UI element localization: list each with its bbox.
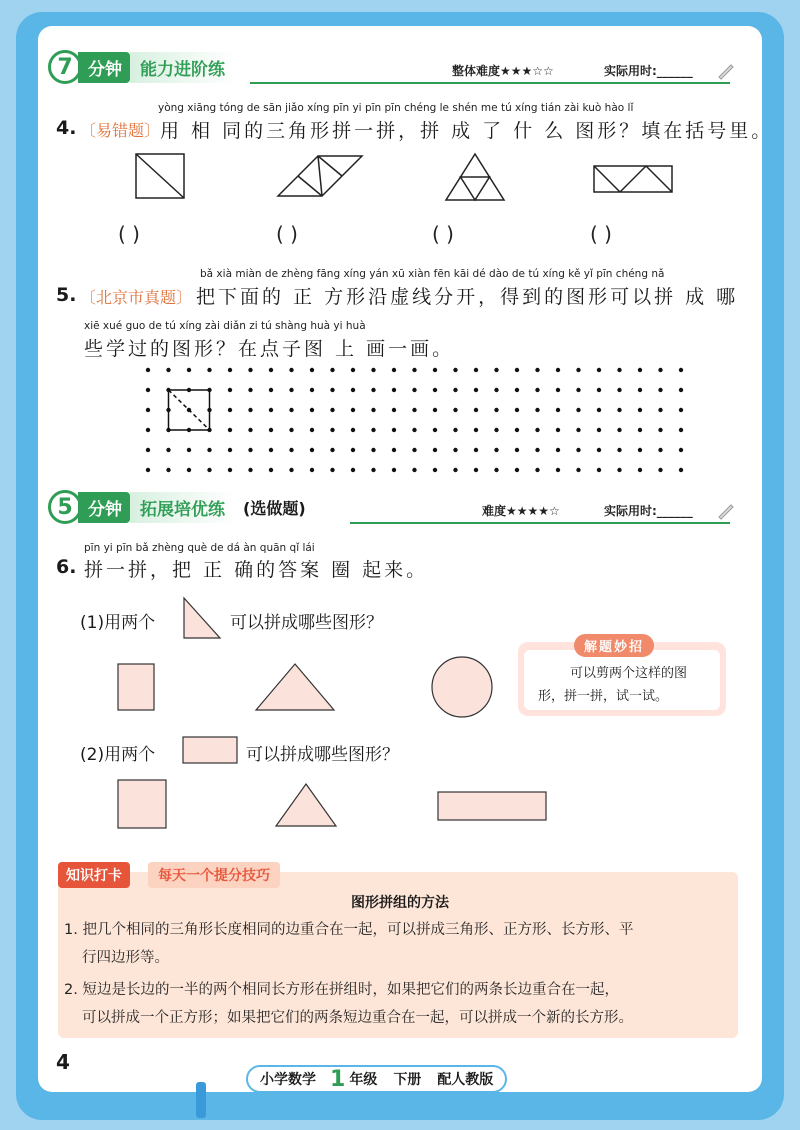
grid-dot — [638, 388, 642, 392]
grid-dot — [248, 448, 252, 452]
grid-dot — [658, 408, 662, 412]
grid-dot — [597, 388, 601, 392]
footer-badge — [246, 1065, 507, 1093]
grid-dot — [679, 428, 683, 432]
grid-dot — [392, 428, 396, 432]
grid-dot — [330, 388, 334, 392]
grid-dot — [371, 428, 375, 432]
grid-dot — [576, 468, 580, 472]
grid-dot — [597, 428, 601, 432]
section-title: 能力进阶练 — [130, 52, 235, 83]
q4-figure-parallelogram — [272, 152, 368, 202]
grid-dot — [433, 428, 437, 432]
grid-dot — [515, 428, 519, 432]
grid-dot — [228, 368, 232, 372]
grid-dot — [392, 468, 396, 472]
grid-dot — [679, 368, 683, 372]
q4-answer-blank-1[interactable]: ( ) — [118, 222, 140, 246]
grid-dot — [269, 368, 273, 372]
grid-dot — [658, 428, 662, 432]
grid-dot — [146, 408, 150, 412]
option-triangle-1[interactable] — [250, 660, 340, 714]
q4-answer-blank-2[interactable]: ( ) — [276, 222, 298, 246]
grid-dot — [494, 448, 498, 452]
grid-dot — [515, 408, 519, 412]
grid-dot — [556, 428, 560, 432]
q4-answer-blank-4[interactable]: ( ) — [590, 222, 612, 246]
knowledge-item-1-line-1: 1. 把几个相同的三角形长度相同的边重合在一起，可以拼成三角形、正方形、长方形、平 — [64, 922, 634, 938]
grid-dot — [269, 468, 273, 472]
q5-pinyin-1: bǎ xià miàn de zhèng fāng xíng yán xū xiàn fēn kāi dé dào de tú xíng kě yǐ pīn chéng nǎ — [200, 268, 665, 280]
grid-dot — [535, 468, 539, 472]
grid-dot — [556, 368, 560, 372]
q4-answer-blank-3[interactable]: ( ) — [432, 222, 454, 246]
grid-dot — [269, 388, 273, 392]
sample-square — [169, 390, 210, 430]
option-square-1[interactable] — [110, 660, 160, 714]
grid-dot — [187, 468, 191, 472]
q6-number: 6. — [56, 556, 77, 578]
knowledge-tab: 知识打卡 — [58, 862, 130, 888]
grid-dot — [146, 388, 150, 392]
grid-dot — [392, 368, 396, 372]
grid-dot — [453, 428, 457, 432]
grid-dot — [207, 448, 211, 452]
q4-figure-rectangle — [590, 160, 676, 196]
grid-dot — [679, 388, 683, 392]
grid-dot — [351, 388, 355, 392]
grid-dot — [207, 368, 211, 372]
section-divider — [350, 522, 730, 524]
difficulty-rating: 整体难度★★★☆☆ — [452, 64, 554, 78]
grid-dot — [474, 448, 478, 452]
grid-dot — [576, 428, 580, 432]
section-title: 拓展培优练 — [130, 492, 235, 523]
grid-dot — [474, 388, 478, 392]
grid-dot — [330, 428, 334, 432]
grid-dot — [412, 428, 416, 432]
grid-dot — [371, 448, 375, 452]
grid-dot — [474, 428, 478, 432]
grid-dot — [330, 408, 334, 412]
grid-dot — [289, 468, 293, 472]
grid-dot — [146, 468, 150, 472]
q6-part1-prefix: (1)用两个 — [80, 613, 156, 633]
section-minutes: 分钟 — [78, 492, 130, 523]
grid-dot — [556, 468, 560, 472]
grid-dot — [146, 448, 150, 452]
grid-dot — [310, 388, 314, 392]
grid-dot — [310, 428, 314, 432]
section-divider — [250, 82, 730, 84]
option-rectangle-2[interactable] — [434, 788, 550, 824]
section-minutes: 分钟 — [78, 52, 130, 83]
grid-dot — [228, 408, 232, 412]
grid-dot — [474, 408, 478, 412]
grid-dot — [351, 368, 355, 372]
grid-dot — [494, 428, 498, 432]
grid-dot — [617, 428, 621, 432]
grid-dot — [289, 448, 293, 452]
q4-figure-triangle — [440, 150, 510, 204]
grid-dot — [433, 448, 437, 452]
knowledge-item-2-line-1: 2. 短边是长边的一半的两个相同长方形在拼组时，如果把它们的两条长边重合在一起， — [64, 982, 619, 998]
grid-dot — [453, 448, 457, 452]
grid-dot — [207, 468, 211, 472]
q4-pinyin: yòng xiāng tóng de sān jiǎo xíng pīn yi pīn pīn chéng le shén me tú xíng tián zài kuò hào lǐ — [158, 102, 634, 114]
q6-pinyin: pīn yi pīn bǎ zhèng què de dá àn quān qǐ lái — [84, 542, 315, 554]
section-number: 7 — [48, 50, 82, 84]
grid-dot — [269, 448, 273, 452]
grid-dot — [412, 468, 416, 472]
q5-text-1: 把下面的 正 方形沿虚线分开，得到的图形可以拼 成 哪 — [196, 286, 739, 308]
grid-dot — [535, 408, 539, 412]
grid-dot — [658, 368, 662, 372]
difficulty-rating: 难度★★★★☆ — [482, 504, 560, 518]
section-header-5min — [48, 490, 306, 524]
q5-tag: 〔北京市真题〕 — [80, 288, 193, 307]
grid-dot — [535, 448, 539, 452]
bookmark-ribbon — [196, 1082, 206, 1118]
grid-dot — [412, 368, 416, 372]
grid-dot — [658, 448, 662, 452]
grid-dot — [433, 388, 437, 392]
grid-dot — [269, 428, 273, 432]
grid-dot — [515, 388, 519, 392]
option-circle-1[interactable] — [428, 654, 498, 720]
q4-figure-square — [130, 150, 190, 202]
grid-dot — [638, 368, 642, 372]
grid-dot — [617, 368, 621, 372]
grid-dot — [453, 368, 457, 372]
grid-dot — [576, 408, 580, 412]
grid-dot — [494, 408, 498, 412]
grid-dot — [638, 408, 642, 412]
grid-dot — [412, 448, 416, 452]
grid-dot — [371, 368, 375, 372]
grid-dot — [638, 468, 642, 472]
grid-dot — [228, 388, 232, 392]
footer-subject: 小学数学 — [260, 1072, 316, 1088]
section-header-7min — [48, 50, 235, 84]
q5-text-2: 些学过的图形？在点子图 上 画一画。 — [84, 338, 455, 360]
grid-dot — [474, 368, 478, 372]
grid-dot — [330, 368, 334, 372]
time-spent-field[interactable]: 实际用时:______ — [604, 64, 693, 78]
q4-tag: 〔易错题〕 — [80, 121, 161, 140]
grid-dot — [310, 468, 314, 472]
grid-dot — [556, 408, 560, 412]
q4-number: 4. — [56, 117, 77, 139]
right-triangle-icon — [180, 594, 224, 642]
grid-dot — [494, 368, 498, 372]
grid-dot — [433, 468, 437, 472]
grid-dot — [371, 388, 375, 392]
time-spent-field[interactable]: 实际用时:______ — [604, 504, 693, 518]
grid-dot — [371, 468, 375, 472]
grid-dot — [351, 408, 355, 412]
grid-dot — [658, 468, 662, 472]
grid-dot — [433, 368, 437, 372]
grid-dot — [187, 448, 191, 452]
grid-dot — [453, 388, 457, 392]
grid-dot — [248, 428, 252, 432]
grid-dot — [351, 448, 355, 452]
grid-dot — [351, 468, 355, 472]
knowledge-subtitle-tab: 每天一个提分技巧 — [148, 862, 280, 888]
grid-dot — [556, 388, 560, 392]
footer-edition: 配人教版 — [437, 1072, 494, 1088]
grid-dot — [310, 368, 314, 372]
knowledge-item-1-line-2: 行四边形等。 — [82, 950, 169, 966]
grid-dot — [474, 468, 478, 472]
grid-dot — [433, 408, 437, 412]
grid-dot — [310, 448, 314, 452]
grid-dot — [289, 368, 293, 372]
grid-dot — [597, 368, 601, 372]
grid-dot — [248, 408, 252, 412]
footer-grade: 年级 — [349, 1072, 378, 1088]
grid-dot — [228, 448, 232, 452]
grid-dot — [330, 448, 334, 452]
grid-dot — [597, 468, 601, 472]
footer-grade-number: 1 — [330, 1066, 346, 1092]
q6-text: 拼一拼，把 正 确的答案 圈 起来。 — [84, 559, 429, 581]
grid-dot — [412, 388, 416, 392]
grid-dot — [576, 448, 580, 452]
grid-dot — [453, 468, 457, 472]
q6-part1-suffix: 可以拼成哪些图形？ — [230, 613, 383, 633]
grid-dot — [515, 448, 519, 452]
grid-dot — [248, 388, 252, 392]
grid-dot — [248, 468, 252, 472]
grid-dot — [146, 368, 150, 372]
grid-dot — [617, 468, 621, 472]
grid-dot — [576, 368, 580, 372]
grid-dot — [576, 388, 580, 392]
grid-dot — [351, 428, 355, 432]
q4-text: 用 相 同的三角形拼一拼，拼 成 了 什 么 图形？填在括号里。 — [160, 120, 774, 142]
grid-dot — [679, 468, 683, 472]
dot-grid[interactable] — [140, 360, 700, 476]
q5-number: 5. — [56, 284, 77, 306]
grid-dot — [289, 388, 293, 392]
grid-dot — [228, 468, 232, 472]
grid-dot — [679, 408, 683, 412]
grid-dot — [494, 468, 498, 472]
hint-title: 解题妙招 — [574, 634, 654, 657]
grid-dot — [453, 408, 457, 412]
grid-dot — [494, 388, 498, 392]
knowledge-item-2-line-2: 可以拼成一个正方形；如果把它们的两条短边重合在一起，可以拼成一个新的长方形。 — [82, 1010, 633, 1026]
grid-dot — [146, 428, 150, 432]
grid-dot — [597, 448, 601, 452]
grid-dot — [166, 368, 170, 372]
grid-dot — [392, 388, 396, 392]
grid-dot — [310, 408, 314, 412]
grid-dot — [166, 448, 170, 452]
rectangle-icon — [180, 734, 240, 766]
section-number: 5 — [48, 490, 82, 524]
grid-dot — [371, 408, 375, 412]
option-square-2[interactable] — [112, 776, 172, 832]
grid-dot — [289, 408, 293, 412]
grid-dot — [248, 368, 252, 372]
grid-dot — [535, 388, 539, 392]
grid-dot — [597, 408, 601, 412]
grid-dot — [556, 448, 560, 452]
grid-dot — [617, 408, 621, 412]
section-optional-label: (选做题) — [243, 498, 306, 518]
grid-dot — [535, 428, 539, 432]
grid-dot — [187, 368, 191, 372]
pencil-icon — [716, 60, 736, 80]
grid-dot — [617, 448, 621, 452]
grid-dot — [617, 388, 621, 392]
grid-dot — [269, 408, 273, 412]
grid-dot — [638, 448, 642, 452]
footer-volume: 下册 — [393, 1072, 422, 1088]
grid-dot — [330, 468, 334, 472]
grid-dot — [166, 468, 170, 472]
grid-dot — [412, 408, 416, 412]
grid-dot — [679, 448, 683, 452]
knowledge-title: 图形拼组的方法 — [351, 895, 449, 911]
hint-line-1: 可以剪两个这样的图 — [570, 666, 688, 681]
dashed-diagonal — [169, 390, 210, 430]
grid-dot — [658, 388, 662, 392]
q6-part2-prefix: (2)用两个 — [80, 745, 156, 765]
hint-line-2: 形，拼一拼，试一试。 — [538, 689, 669, 704]
grid-dot — [535, 368, 539, 372]
grid-dot — [289, 428, 293, 432]
grid-dot — [392, 448, 396, 452]
grid-dot — [228, 428, 232, 432]
page-number: 4 — [56, 1050, 70, 1074]
pencil-icon — [716, 500, 736, 520]
grid-dot — [638, 428, 642, 432]
grid-dot — [515, 468, 519, 472]
grid-dot — [392, 408, 396, 412]
grid-dot — [515, 368, 519, 372]
q5-pinyin-2: xiē xué guo de tú xíng zài diǎn zi tú shàng huà yi huà — [84, 320, 366, 332]
option-triangle-2[interactable] — [270, 780, 342, 830]
q6-part2-suffix: 可以拼成哪些图形？ — [246, 745, 399, 765]
